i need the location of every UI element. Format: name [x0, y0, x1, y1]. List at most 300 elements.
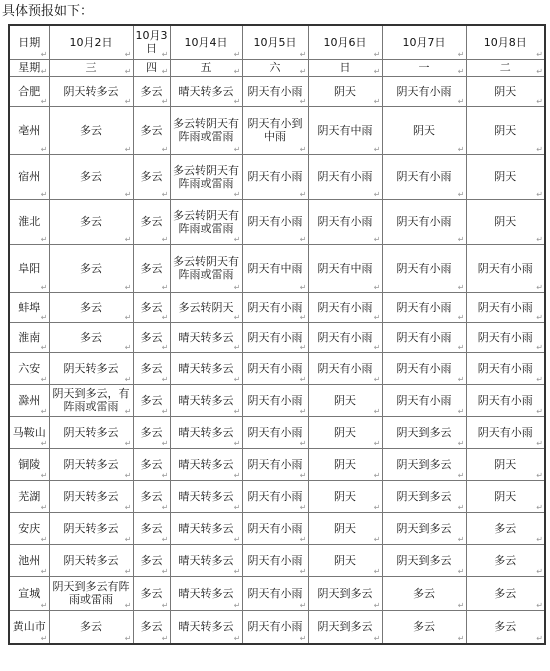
cell-end-mark-icon: ↵ — [124, 234, 132, 244]
cell-end-mark-icon: ↵ — [299, 634, 307, 643]
column-header — [170, 25, 242, 59]
cell-end-mark-icon: ↵ — [161, 342, 169, 352]
forecast-cell — [133, 106, 170, 154]
column-header-text: 10月8日 — [483, 35, 527, 49]
cell-end-mark-icon: ↵ — [161, 634, 169, 643]
cell-end-mark-icon: ↵ — [299, 438, 307, 448]
forecast-cell — [133, 244, 170, 292]
forecast-cell-text: 多云 — [140, 215, 163, 228]
cell-end-mark-icon: ↵ — [40, 282, 48, 292]
cell-end-mark-icon: ↵ — [233, 312, 241, 322]
forecast-cell — [382, 384, 466, 416]
forecast-cell-text: 阴天 — [334, 84, 356, 98]
forecast-cell — [308, 384, 382, 416]
forecast-cell — [382, 576, 466, 610]
forecast-cell — [242, 106, 308, 154]
forecast-cell — [133, 76, 170, 106]
cell-end-mark-icon: ↵ — [299, 566, 307, 576]
forecast-cell — [466, 576, 545, 610]
forecast-cell-text: 多云 — [140, 457, 163, 471]
forecast-cell-text: 多云 — [140, 261, 163, 275]
city-cell — [9, 448, 49, 480]
column-header — [308, 25, 382, 59]
forecast-cell-text: 多云 — [80, 330, 102, 344]
city-cell — [9, 244, 49, 292]
forecast-cell — [308, 352, 382, 384]
cell-end-mark-icon: ↵ — [373, 282, 381, 292]
forecast-cell — [133, 292, 170, 322]
cell-end-mark-icon: ↵ — [161, 534, 169, 544]
cell-end-mark-icon: ↵ — [161, 282, 169, 292]
cell-end-mark-icon: ↵ — [373, 502, 381, 512]
city-cell — [9, 480, 49, 512]
cell-end-mark-icon: ↵ — [124, 406, 132, 416]
forecast-cell-text: 多云 — [140, 521, 163, 535]
forecast-cell — [170, 154, 242, 199]
header-row — [9, 25, 545, 59]
forecast-cell-text: 阴天有小雨 — [317, 300, 373, 314]
weekday-cell — [308, 59, 382, 76]
cell-end-mark-icon: ↵ — [457, 189, 465, 199]
forecast-cell-text: 阴天有小到中雨 — [247, 117, 303, 143]
forecast-cell-text: 阴天有小雨 — [247, 521, 303, 535]
forecast-cell-text: 阴天有小雨 — [247, 215, 303, 228]
column-header-text: 10月2日 — [69, 35, 113, 49]
cell-end-mark-icon: ↵ — [124, 96, 132, 106]
city-cell — [9, 154, 49, 199]
forecast-cell — [466, 352, 545, 384]
forecast-cell-text: 阴天有小雨 — [247, 586, 303, 600]
cell-end-mark-icon: ↵ — [536, 234, 543, 244]
forecast-cell — [133, 416, 170, 448]
column-header — [133, 25, 170, 59]
forecast-cell-text: 多云 — [80, 170, 102, 183]
cell-end-mark-icon: ↵ — [124, 49, 132, 59]
city-cell-text: 淮北 — [18, 215, 41, 228]
table-row — [9, 199, 545, 244]
forecast-cell-text: 阴天有小雨 — [247, 393, 303, 407]
forecast-cell — [170, 448, 242, 480]
weekday-row — [9, 59, 545, 76]
table-row — [9, 106, 545, 154]
cell-end-mark-icon: ↵ — [373, 438, 381, 448]
cell-end-mark-icon: ↵ — [373, 566, 381, 576]
cell-end-mark-icon: ↵ — [457, 566, 465, 576]
cell-end-mark-icon: ↵ — [124, 470, 132, 480]
forecast-cell — [170, 322, 242, 352]
cell-end-mark-icon: ↵ — [373, 234, 381, 244]
cell-end-mark-icon: ↵ — [233, 66, 241, 76]
forecast-cell-text: 多云 — [140, 620, 163, 634]
column-header-text: 10月6日 — [323, 35, 367, 49]
cell-end-mark-icon: ↵ — [299, 282, 307, 292]
cell-end-mark-icon: ↵ — [161, 406, 169, 416]
forecast-cell-text: 多云 — [494, 521, 517, 535]
forecast-cell-text: 多云转阴天 — [178, 300, 234, 314]
cell-end-mark-icon: ↵ — [233, 282, 241, 292]
forecast-cell — [308, 576, 382, 610]
cell-end-mark-icon: ↵ — [457, 49, 465, 59]
cell-end-mark-icon: ↵ — [124, 66, 132, 76]
forecast-cell — [466, 544, 545, 576]
table-row — [9, 544, 545, 576]
forecast-cell — [133, 199, 170, 244]
forecast-cell — [242, 544, 308, 576]
city-cell-text: 黄山市 — [12, 620, 46, 634]
forecast-cell — [170, 244, 242, 292]
forecast-cell-text: 阴天 — [334, 393, 356, 407]
table-row — [9, 512, 545, 544]
table-row — [9, 576, 545, 610]
forecast-cell-text: 阴天有小雨 — [477, 300, 533, 314]
weekday-cell — [382, 59, 466, 76]
cell-end-mark-icon: ↵ — [457, 234, 465, 244]
weekday-cell — [242, 59, 308, 76]
forecast-cell-text: 阴天转多云 — [63, 521, 119, 535]
forecast-cell-text: 阴天有小雨 — [247, 84, 303, 98]
forecast-cell — [308, 154, 382, 199]
forecast-cell — [242, 576, 308, 610]
forecast-cell — [49, 199, 133, 244]
cell-end-mark-icon: ↵ — [233, 49, 241, 59]
forecast-cell — [133, 448, 170, 480]
forecast-cell — [49, 576, 133, 610]
table-row — [9, 292, 545, 322]
weekday-cell-text: 三 — [85, 61, 97, 74]
forecast-cell — [382, 352, 466, 384]
forecast-cell-text: 阴天有小雨 — [477, 261, 533, 275]
cell-end-mark-icon: ↵ — [536, 342, 543, 352]
cell-end-mark-icon: ↵ — [161, 312, 169, 322]
weekday-cell — [133, 59, 170, 76]
forecast-cell — [133, 480, 170, 512]
cell-end-mark-icon: ↵ — [457, 634, 465, 643]
forecast-cell-text: 多云 — [140, 393, 163, 407]
forecast-cell-text: 阴天到多云 — [317, 620, 373, 634]
forecast-cell-text: 多云 — [80, 620, 102, 634]
table-row — [9, 448, 545, 480]
forecast-cell — [49, 610, 133, 644]
city-cell — [9, 384, 49, 416]
cell-end-mark-icon: ↵ — [124, 189, 132, 199]
forecast-cell — [49, 384, 133, 416]
forecast-cell — [242, 416, 308, 448]
forecast-cell-text: 多云 — [494, 620, 517, 634]
forecast-cell — [133, 384, 170, 416]
forecast-cell-text: 多云 — [80, 300, 102, 314]
cell-end-mark-icon: ↵ — [124, 600, 132, 610]
cell-end-mark-icon: ↵ — [161, 189, 169, 199]
cell-end-mark-icon: ↵ — [536, 566, 543, 576]
cell-end-mark-icon: ↵ — [536, 96, 543, 106]
forecast-cell-text: 晴天转多云 — [178, 457, 234, 471]
table-row — [9, 244, 545, 292]
forecast-cell — [382, 416, 466, 448]
cell-end-mark-icon: ↵ — [124, 342, 132, 352]
city-cell-text: 淮南 — [18, 330, 41, 344]
forecast-cell-text: 阴天 — [334, 553, 356, 567]
cell-end-mark-icon: ↵ — [124, 502, 132, 512]
forecast-cell — [382, 154, 466, 199]
forecast-cell-text: 阴天有小雨 — [317, 361, 373, 375]
forecast-cell — [466, 416, 545, 448]
cell-end-mark-icon: ↵ — [373, 406, 381, 416]
forecast-cell-text: 阴天转多云 — [63, 84, 119, 98]
cell-end-mark-icon: ↵ — [373, 96, 381, 106]
cell-end-mark-icon: ↵ — [40, 600, 48, 610]
cell-end-mark-icon: ↵ — [299, 189, 307, 199]
cell-end-mark-icon: ↵ — [161, 374, 169, 384]
forecast-cell — [242, 352, 308, 384]
forecast-cell — [382, 512, 466, 544]
cell-end-mark-icon: ↵ — [161, 502, 169, 512]
cell-end-mark-icon: ↵ — [299, 96, 307, 106]
weekday-cell-text: 五 — [200, 61, 212, 74]
forecast-cell — [308, 416, 382, 448]
forecast-cell-text: 晴天转多云 — [178, 425, 234, 439]
cell-end-mark-icon: ↵ — [299, 502, 307, 512]
cell-end-mark-icon: ↵ — [161, 566, 169, 576]
column-header-text: 10月3日 — [135, 29, 168, 56]
cell-end-mark-icon: ↵ — [40, 234, 48, 244]
cell-end-mark-icon: ↵ — [373, 600, 381, 610]
forecast-cell-text: 阴天 — [334, 489, 356, 503]
cell-end-mark-icon: ↵ — [40, 438, 48, 448]
forecast-cell-text: 阴天有小雨 — [477, 425, 533, 439]
forecast-cell — [170, 416, 242, 448]
forecast-cell — [49, 154, 133, 199]
city-cell-text: 宣城 — [18, 586, 41, 600]
city-cell — [9, 322, 49, 352]
forecast-cell — [466, 384, 545, 416]
forecast-cell — [170, 512, 242, 544]
cell-end-mark-icon: ↵ — [299, 470, 307, 480]
cell-end-mark-icon: ↵ — [373, 189, 381, 199]
weekday-label-text: 星期 — [18, 61, 41, 74]
forecast-cell-text: 阴天有小雨 — [477, 393, 533, 407]
cell-end-mark-icon: ↵ — [373, 374, 381, 384]
city-cell-text: 亳州 — [18, 123, 41, 137]
cell-end-mark-icon: ↵ — [40, 566, 48, 576]
cell-end-mark-icon: ↵ — [457, 144, 465, 154]
forecast-cell — [170, 352, 242, 384]
cell-end-mark-icon: ↵ — [40, 144, 48, 154]
cell-end-mark-icon: ↵ — [40, 96, 48, 106]
forecast-cell — [170, 610, 242, 644]
cell-end-mark-icon: ↵ — [40, 502, 48, 512]
column-header — [382, 25, 466, 59]
cell-end-mark-icon: ↵ — [457, 534, 465, 544]
forecast-cell — [308, 244, 382, 292]
cell-end-mark-icon: ↵ — [536, 634, 543, 643]
cell-end-mark-icon: ↵ — [457, 96, 465, 106]
cell-end-mark-icon: ↵ — [161, 438, 169, 448]
forecast-cell-text: 多云 — [140, 489, 163, 503]
forecast-cell — [382, 480, 466, 512]
forecast-cell — [242, 76, 308, 106]
forecast-cell-text: 阴天有小雨 — [396, 215, 452, 228]
cell-end-mark-icon: ↵ — [299, 342, 307, 352]
cell-end-mark-icon: ↵ — [457, 282, 465, 292]
cell-end-mark-icon: ↵ — [299, 66, 307, 76]
table-row — [9, 610, 545, 644]
forecast-cell — [242, 610, 308, 644]
cell-end-mark-icon: ↵ — [233, 502, 241, 512]
cell-end-mark-icon: ↵ — [233, 234, 241, 244]
forecast-cell-text: 阴天 — [334, 457, 356, 471]
cell-end-mark-icon: ↵ — [233, 438, 241, 448]
cell-end-mark-icon: ↵ — [161, 470, 169, 480]
cell-end-mark-icon: ↵ — [299, 374, 307, 384]
forecast-cell-text: 阴天转多云 — [63, 361, 119, 375]
forecast-cell — [382, 448, 466, 480]
forecast-cell-text: 阴天 — [494, 170, 517, 183]
cell-end-mark-icon: ↵ — [457, 406, 465, 416]
forecast-cell-text: 多云 — [140, 586, 163, 600]
forecast-cell — [242, 244, 308, 292]
forecast-cell-text: 阴天转多云 — [63, 457, 119, 471]
cell-end-mark-icon: ↵ — [233, 566, 241, 576]
column-header-text: 10月5日 — [253, 35, 297, 49]
cell-end-mark-icon: ↵ — [40, 534, 48, 544]
cell-end-mark-icon: ↵ — [373, 634, 381, 643]
table-row — [9, 416, 545, 448]
cell-end-mark-icon: ↵ — [299, 600, 307, 610]
table-row — [9, 384, 545, 416]
weekday-cell — [49, 59, 133, 76]
forecast-cell — [133, 512, 170, 544]
forecast-cell — [242, 292, 308, 322]
cell-end-mark-icon: ↵ — [233, 600, 241, 610]
table-row — [9, 76, 545, 106]
cell-end-mark-icon: ↵ — [457, 374, 465, 384]
forecast-cell-text: 阴天到多云 — [396, 425, 452, 439]
weekday-cell — [170, 59, 242, 76]
cell-end-mark-icon: ↵ — [233, 144, 241, 154]
forecast-cell — [382, 106, 466, 154]
cell-end-mark-icon: ↵ — [373, 66, 381, 76]
forecast-cell — [49, 544, 133, 576]
cell-end-mark-icon: ↵ — [373, 342, 381, 352]
city-cell — [9, 416, 49, 448]
cell-end-mark-icon: ↵ — [373, 312, 381, 322]
forecast-cell-text: 阴天有中雨 — [317, 261, 373, 275]
forecast-cell — [133, 544, 170, 576]
forecast-cell-text: 阴天有小雨 — [396, 170, 452, 183]
cell-end-mark-icon: ↵ — [457, 312, 465, 322]
cell-end-mark-icon: ↵ — [299, 49, 307, 59]
forecast-cell — [242, 199, 308, 244]
forecast-cell-text: 阴天有小雨 — [396, 261, 452, 275]
cell-end-mark-icon: ↵ — [457, 438, 465, 448]
forecast-cell — [242, 154, 308, 199]
weekday-cell-text: 日 — [339, 61, 351, 74]
forecast-cell — [382, 76, 466, 106]
cell-end-mark-icon: ↵ — [161, 49, 169, 59]
cell-end-mark-icon: ↵ — [161, 66, 169, 76]
forecast-cell-text: 阴天 — [494, 457, 517, 471]
cell-end-mark-icon: ↵ — [536, 189, 543, 199]
forecast-cell — [466, 199, 545, 244]
forecast-cell-text: 多云 — [140, 553, 163, 567]
cell-end-mark-icon: ↵ — [124, 438, 132, 448]
cell-end-mark-icon: ↵ — [457, 600, 465, 610]
forecast-cell-text: 阴天有中雨 — [247, 261, 303, 275]
forecast-cell-text: 阴天到多云 — [396, 553, 452, 567]
forecast-cell — [242, 322, 308, 352]
column-header — [9, 25, 49, 59]
forecast-cell-text: 多云 — [140, 84, 163, 98]
city-cell-text: 宿州 — [18, 170, 41, 183]
column-header — [49, 25, 133, 59]
forecast-cell-text: 阴天有小雨 — [247, 489, 303, 503]
cell-end-mark-icon: ↵ — [299, 406, 307, 416]
city-cell — [9, 352, 49, 384]
forecast-cell — [308, 448, 382, 480]
forecast-cell — [466, 244, 545, 292]
cell-end-mark-icon: ↵ — [457, 342, 465, 352]
forecast-cell — [308, 322, 382, 352]
forecast-cell-text: 阴天有小雨 — [247, 361, 303, 375]
forecast-cell — [170, 544, 242, 576]
forecast-cell-text: 阴天有小雨 — [396, 300, 452, 314]
city-cell-text: 安庆 — [18, 521, 41, 535]
forecast-cell-text: 阴天 — [334, 521, 356, 535]
table-row — [9, 480, 545, 512]
forecast-cell — [49, 512, 133, 544]
forecast-cell — [308, 512, 382, 544]
city-cell — [9, 106, 49, 154]
city-cell-text: 马鞍山 — [12, 425, 46, 439]
cell-end-mark-icon: ↵ — [536, 502, 543, 512]
forecast-cell — [133, 322, 170, 352]
cell-end-mark-icon: ↵ — [457, 502, 465, 512]
cell-end-mark-icon: ↵ — [536, 406, 543, 416]
forecast-cell-text: 晴天转多云 — [178, 361, 234, 375]
cell-end-mark-icon: ↵ — [536, 282, 543, 292]
forecast-cell — [242, 512, 308, 544]
forecast-cell-text: 阴天有中雨 — [317, 123, 373, 137]
forecast-cell-text: 阴天有小雨 — [477, 330, 533, 344]
cell-end-mark-icon: ↵ — [124, 144, 132, 154]
cell-end-mark-icon: ↵ — [233, 634, 241, 643]
cell-end-mark-icon: ↵ — [373, 49, 381, 59]
forecast-cell — [49, 322, 133, 352]
forecast-cell-text: 阴天 — [494, 489, 517, 503]
cell-end-mark-icon: ↵ — [373, 534, 381, 544]
forecast-cell-text: 阴天有小雨 — [247, 330, 303, 344]
cell-end-mark-icon: ↵ — [536, 312, 543, 322]
forecast-cell-text: 多云 — [494, 553, 517, 567]
cell-end-mark-icon: ↵ — [233, 342, 241, 352]
forecast-cell-text: 阴天到多云 — [396, 457, 452, 471]
column-header — [466, 25, 545, 59]
cell-end-mark-icon: ↵ — [40, 312, 48, 322]
forecast-cell-text: 晴天转多云 — [178, 84, 234, 98]
weekday-label — [9, 59, 49, 76]
forecast-cell-text: 阴天到多云 — [396, 489, 452, 503]
forecast-cell — [242, 480, 308, 512]
forecast-cell-text: 多云 — [80, 123, 102, 137]
weekday-cell — [466, 59, 545, 76]
forecast-cell — [308, 480, 382, 512]
forecast-heading: 具体预报如下： — [2, 4, 94, 19]
forecast-cell-text: 晴天转多云 — [178, 553, 234, 567]
weekday-cell-text: 六 — [269, 61, 281, 74]
forecast-cell — [49, 244, 133, 292]
forecast-cell — [242, 384, 308, 416]
cell-end-mark-icon: ↵ — [40, 342, 48, 352]
